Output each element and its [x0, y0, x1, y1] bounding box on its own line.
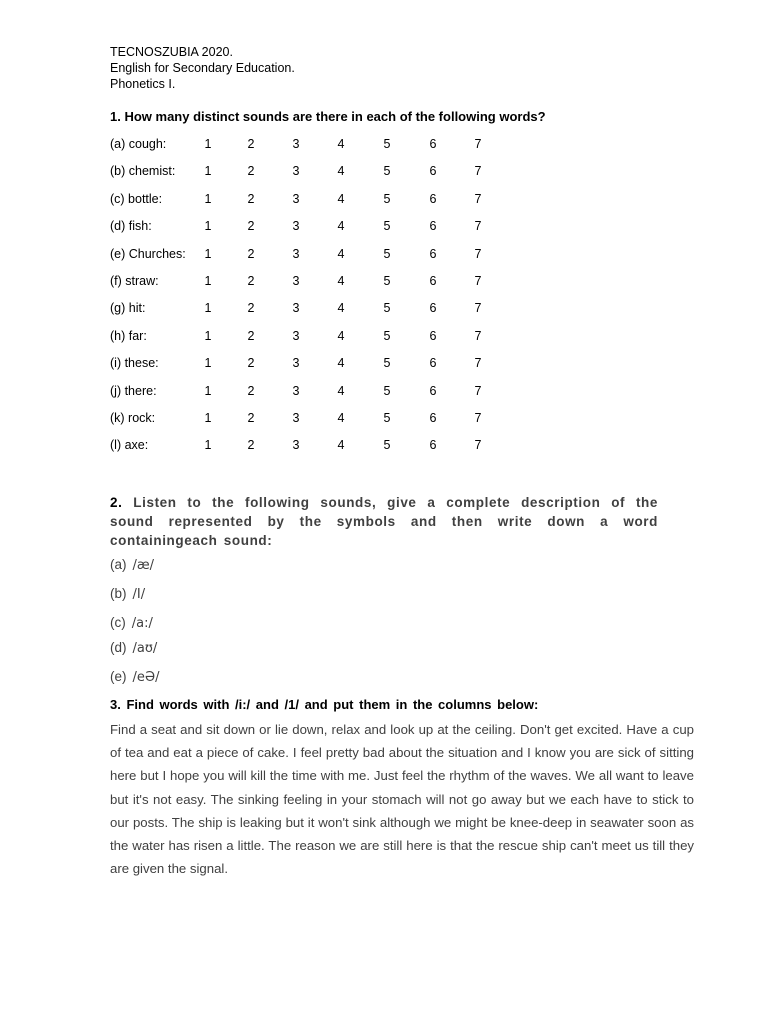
- count-option: 7: [474, 328, 482, 343]
- count-option: 5: [383, 219, 391, 234]
- word-row: [110, 164, 530, 182]
- count-option: 6: [429, 383, 437, 398]
- count-option: 7: [474, 164, 482, 179]
- count-option: 7: [474, 137, 482, 151]
- count-option: 3: [292, 137, 300, 151]
- word-label: (g) hit:: [110, 301, 146, 316]
- word-label: (a) cough:: [110, 137, 167, 151]
- count-option: 5: [383, 356, 391, 371]
- count-option: 6: [429, 356, 437, 371]
- count-option: 7: [474, 246, 482, 261]
- count-option: 1: [204, 137, 212, 151]
- count-option: 3: [292, 383, 300, 398]
- count-option: 6: [429, 191, 437, 206]
- count-option: 1: [204, 356, 212, 371]
- count-option: 1: [204, 191, 212, 206]
- sound-symbol: /I/: [132, 587, 146, 602]
- count-option: 2: [247, 164, 255, 179]
- word-label: (l) axe:: [110, 438, 149, 453]
- header-course: English for Secondary Education.: [110, 61, 295, 75]
- count-option: 1: [204, 301, 212, 316]
- word-row: [110, 274, 530, 292]
- sound-label: (c): [110, 615, 126, 630]
- count-option: 7: [474, 191, 482, 206]
- word-label: (d) fish:: [110, 219, 152, 234]
- count-option: 7: [474, 274, 482, 288]
- count-option: 1: [204, 164, 212, 179]
- word-label: (c) bottle:: [110, 191, 163, 206]
- word-row: [110, 137, 530, 155]
- count-option: 6: [429, 328, 437, 343]
- question-3-passage: Find a seat and sit down or lie down, relax and look up at the ceiling. Don't get excited. Have a cup of tea and eat a piece of cake. I feel pretty bad about the situation and I know you are sick of sitting here but I hope you will kill the time with me. Just feel the rhythm of the waves. We all want to leave but it's not easy. The sinking feeling in your stomach will not go away but we each have to stick to our posts. The ship is leaking but it won't sink although we might be knee-deep in seawater soon as the water has risen a little. The reason we are still here is that the rescue ship can't meet us till they are given the signal.: [110, 722, 694, 877]
- count-option: 2: [247, 137, 255, 151]
- count-option: 6: [429, 164, 437, 179]
- count-option: 5: [383, 164, 391, 179]
- count-option: 2: [247, 274, 255, 288]
- count-option: 2: [247, 356, 255, 371]
- count-option: 6: [429, 219, 437, 234]
- sound-symbol: /a:/: [131, 616, 153, 631]
- count-option: 4: [337, 328, 345, 343]
- sound-label: (a): [110, 557, 127, 572]
- question-1-title: 1. How many distinct sounds are there in each of the following words?: [110, 109, 546, 124]
- count-option: 2: [247, 301, 255, 316]
- count-option: 5: [383, 411, 391, 425]
- count-option: 5: [383, 383, 391, 398]
- sound-item: [110, 586, 145, 602]
- count-option: 5: [383, 274, 391, 288]
- count-option: 2: [247, 246, 255, 261]
- count-option: 6: [429, 438, 437, 453]
- count-option: 4: [337, 191, 345, 206]
- sound-item: [110, 669, 160, 685]
- count-option: 5: [383, 246, 391, 261]
- count-option: 7: [474, 219, 482, 234]
- word-row: [110, 247, 530, 265]
- count-option: 6: [429, 137, 437, 151]
- count-option: 5: [383, 191, 391, 206]
- count-option: 7: [474, 411, 482, 425]
- count-option: 4: [337, 274, 345, 288]
- count-option: 2: [247, 411, 255, 425]
- count-option: 3: [292, 164, 300, 179]
- count-option: 7: [474, 383, 482, 398]
- word-row: [110, 438, 530, 456]
- count-option: 3: [292, 356, 300, 371]
- count-option: 1: [204, 438, 212, 453]
- sound-label: (e): [110, 669, 127, 684]
- question-2-title: [110, 493, 658, 550]
- sound-item: [110, 557, 154, 573]
- word-row: [110, 301, 530, 319]
- sound-label: (d): [110, 640, 127, 655]
- question-3-title: 3. Find words with /i:/ and /1/ and put them in the columns below:: [110, 697, 539, 712]
- count-option: 3: [292, 246, 300, 261]
- count-option: 6: [429, 301, 437, 316]
- question-2-number: 2.: [110, 495, 123, 510]
- count-option: 7: [474, 301, 482, 316]
- question-2-text: Listen to the following sounds, give a complete description of the sound represented by the symbols and then write down a word containingeach sound:: [110, 495, 658, 548]
- sound-label: (b): [110, 586, 127, 601]
- count-option: 1: [204, 219, 212, 234]
- count-option: 2: [247, 383, 255, 398]
- count-option: 4: [337, 246, 345, 261]
- count-option: 3: [292, 438, 300, 453]
- count-option: 2: [247, 191, 255, 206]
- word-label: (j) there:: [110, 383, 157, 398]
- count-option: 7: [474, 356, 482, 371]
- sound-item: [110, 615, 153, 631]
- count-option: 3: [292, 301, 300, 316]
- count-option: 5: [383, 137, 391, 151]
- word-row: [110, 411, 530, 429]
- sound-item: [110, 640, 157, 656]
- word-label: (f) straw:: [110, 274, 159, 288]
- count-option: 4: [337, 164, 345, 179]
- count-option: 3: [292, 219, 300, 234]
- word-row: [110, 329, 530, 347]
- count-option: 6: [429, 274, 437, 288]
- count-option: 5: [383, 328, 391, 343]
- word-label: (e) Churches:: [110, 246, 186, 261]
- count-option: 1: [204, 411, 212, 425]
- word-label: (b) chemist:: [110, 164, 176, 179]
- word-row: [110, 192, 530, 210]
- count-option: 4: [337, 438, 345, 453]
- word-row: [110, 384, 530, 402]
- count-option: 4: [337, 219, 345, 234]
- count-option: 1: [204, 383, 212, 398]
- header-school: TECNOSZUBIA 2020.: [110, 45, 233, 59]
- count-option: 7: [474, 438, 482, 453]
- count-option: 3: [292, 191, 300, 206]
- count-option: 4: [337, 383, 345, 398]
- sound-symbol: /eƏ/: [132, 670, 160, 685]
- count-option: 1: [204, 246, 212, 261]
- header-topic: Phonetics I.: [110, 77, 176, 91]
- word-label: (k) rock:: [110, 411, 156, 425]
- count-option: 1: [204, 328, 212, 343]
- sound-symbol: /aʊ/: [132, 641, 158, 656]
- word-row: [110, 219, 530, 237]
- count-option: 3: [292, 411, 300, 425]
- count-option: 4: [337, 137, 345, 151]
- count-option: 4: [337, 356, 345, 371]
- word-label: (h) far:: [110, 328, 147, 343]
- count-option: 2: [247, 438, 255, 453]
- count-option: 3: [292, 328, 300, 343]
- count-option: 3: [292, 274, 300, 288]
- count-option: 6: [429, 411, 437, 425]
- count-option: 1: [204, 274, 212, 288]
- count-option: 4: [337, 411, 345, 425]
- count-option: 2: [247, 219, 255, 234]
- count-option: 2: [247, 328, 255, 343]
- sound-symbol: /æ/: [132, 558, 155, 573]
- word-row: [110, 356, 530, 374]
- count-option: 5: [383, 301, 391, 316]
- count-option: 5: [383, 438, 391, 453]
- word-label: (i) these:: [110, 356, 159, 371]
- count-option: 6: [429, 246, 437, 261]
- count-option: 4: [337, 301, 345, 316]
